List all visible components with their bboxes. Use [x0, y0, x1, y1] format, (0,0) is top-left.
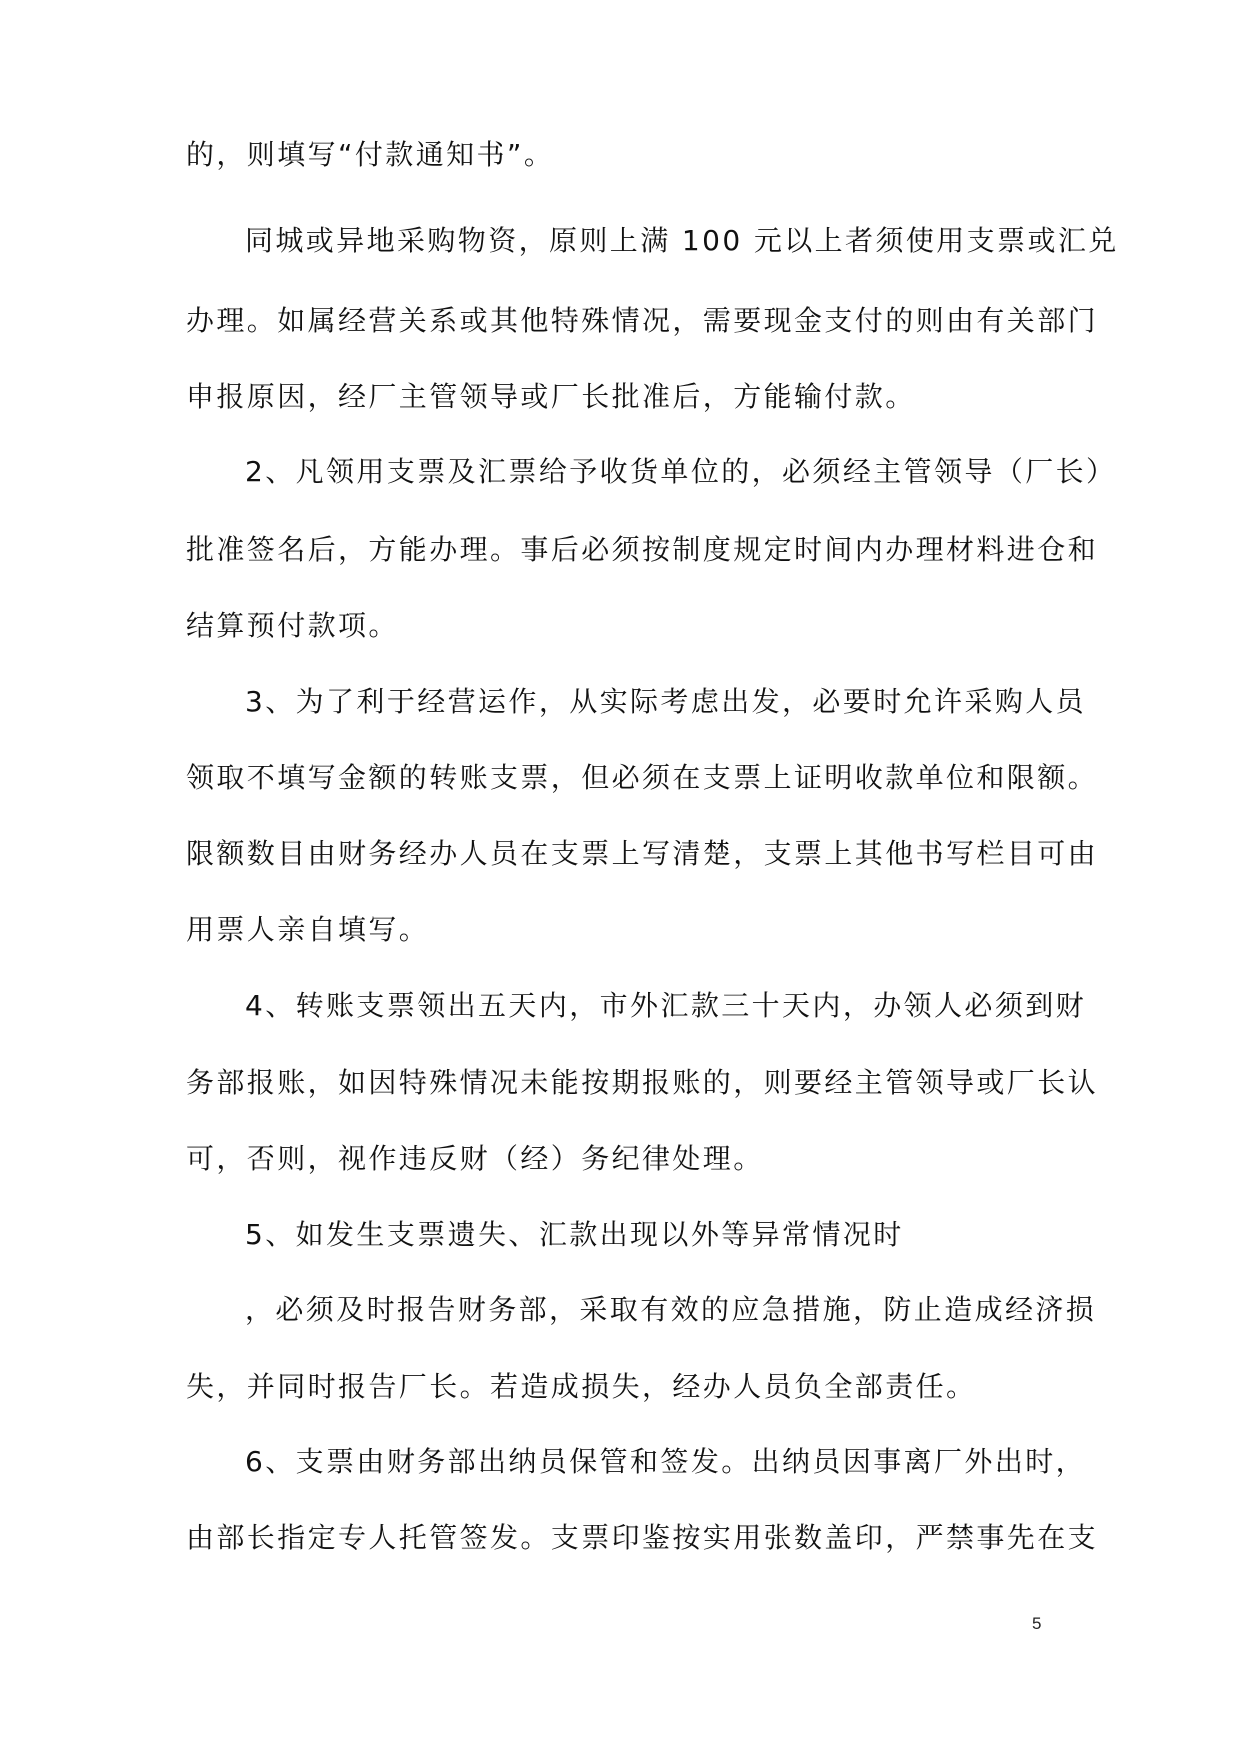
text-line: 可，否则，视作违反财（经）务纪律处理。: [186, 1142, 764, 1175]
text-line: 务部报账，如因特殊情况未能按期报账的，则要经主管领导或厂长认: [186, 1066, 1099, 1099]
text-line: 4、转账支票领出五天内，市外汇款三十天内，办领人必须到财: [245, 989, 1087, 1022]
text-line: 的，则填写“付款通知书”。: [186, 138, 555, 171]
text-line: ，必须及时报告财务部，采取有效的应急措施，防止造成经济损: [245, 1293, 1097, 1326]
text-line: 用票人亲自填写。: [186, 913, 430, 946]
text-line: 2、凡领用支票及汇票给予收货单位的，必须经主管领导（厂长）: [245, 455, 1117, 488]
text-line: 领取不填写金额的转账支票，但必须在支票上证明收款单位和限额。: [186, 761, 1099, 794]
text-line: 办理。如属经营关系或其他特殊情况，需要现金支付的则由有关部门: [186, 304, 1099, 337]
text-line: 同城或异地采购物资，原则上满 100 元以上者须使用支票或汇兑: [245, 224, 1119, 257]
text-line: 结算预付款项。: [186, 609, 399, 642]
text-line: 6、支票由财务部出纳员保管和签发。出纳员因事离厂外出时，: [245, 1445, 1087, 1478]
text-line: 批准签名后，方能办理。事后必须按制度规定时间内办理材料进仓和: [186, 533, 1099, 566]
text-line: 限额数目由财务经办人员在支票上写清楚，支票上其他书写栏目可由: [186, 837, 1099, 870]
text-line: 申报原因，经厂主管领导或厂长批准后，方能输付款。: [186, 380, 916, 413]
text-line: 失，并同时报告厂长。若造成损失，经办人员负全部责任。: [186, 1370, 977, 1403]
page-number: 5: [1032, 1614, 1042, 1633]
text-line: 3、为了利于经营运作，从实际考虑出发，必要时允许采购人员: [245, 685, 1087, 718]
text-line: 5、如发生支票遗失、汇款出现以外等异常情况时: [245, 1218, 904, 1251]
text-line: 由部长指定专人托管签发。支票印鉴按实用张数盖印，严禁事先在支: [186, 1521, 1099, 1554]
